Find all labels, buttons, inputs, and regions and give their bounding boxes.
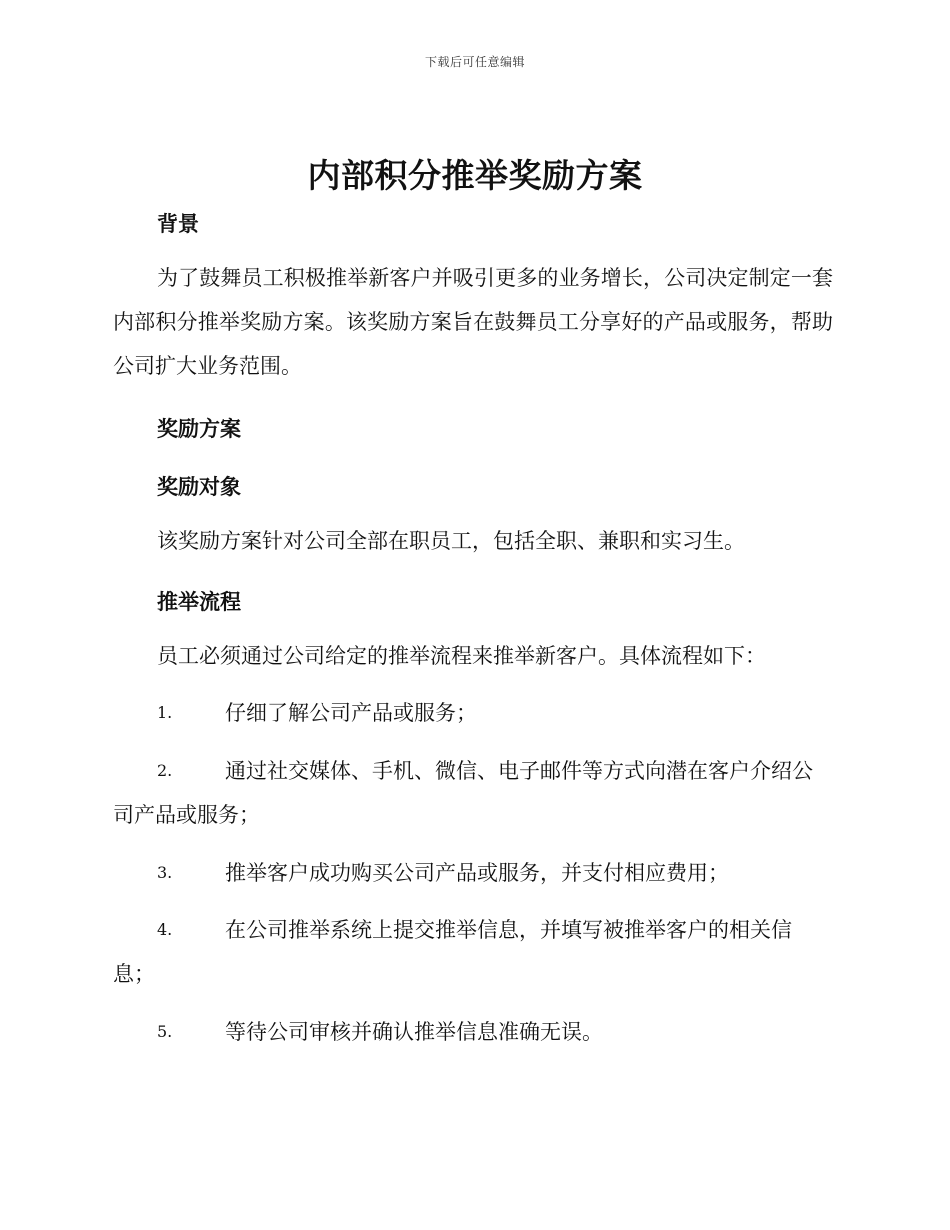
list-item <box>113 908 833 996</box>
heading-target: 奖励对象 <box>157 475 241 499</box>
heading-scheme: 奖励方案 <box>157 417 241 441</box>
paragraph-target: 该奖励方案针对公司全部在职员工，包括全职、兼职和实习生。 <box>157 529 745 553</box>
list-item-number: 4. <box>157 920 173 939</box>
list-item-text: 通过社交媒体、手机、微信、电子邮件等方式向潜在客户介绍公司产品或服务； <box>113 759 813 827</box>
heading-process: 推举流程 <box>157 590 241 614</box>
list-item-text: 等待公司审核并确认推举信息准确无误。 <box>225 1020 603 1044</box>
list-item <box>113 1010 833 1054</box>
list-item-number: 1. <box>157 703 173 722</box>
list-item-number: 2. <box>157 761 173 780</box>
list-item <box>113 691 833 735</box>
list-item-number: 5. <box>157 1022 173 1041</box>
paragraph-background: 为了鼓舞员工积极推举新客户并吸引更多的业务增长，公司决定制定一套内部积分推举奖励方案。该奖励方案旨在鼓舞员工分享好的产品或服务，帮助公司扩大业务范围。 <box>113 266 833 378</box>
list-item <box>113 851 833 895</box>
list-item-text: 仔细了解公司产品或服务； <box>225 701 477 725</box>
list-item-text: 在公司推举系统上提交推举信息，并填写被推举客户的相关信息； <box>113 918 792 986</box>
list-item <box>113 749 833 837</box>
header-note: 下载后可任意编辑 <box>424 55 525 69</box>
list-item-number: 3. <box>157 863 173 882</box>
list-item-text: 推举客户成功购买公司产品或服务，并支付相应费用； <box>225 861 729 885</box>
document-title: 内部积分推举奖励方案 <box>307 156 643 195</box>
paragraph-process-intro: 员工必须通过公司给定的推举流程来推举新客户。具体流程如下： <box>157 644 766 668</box>
heading-background: 背景 <box>157 212 199 236</box>
